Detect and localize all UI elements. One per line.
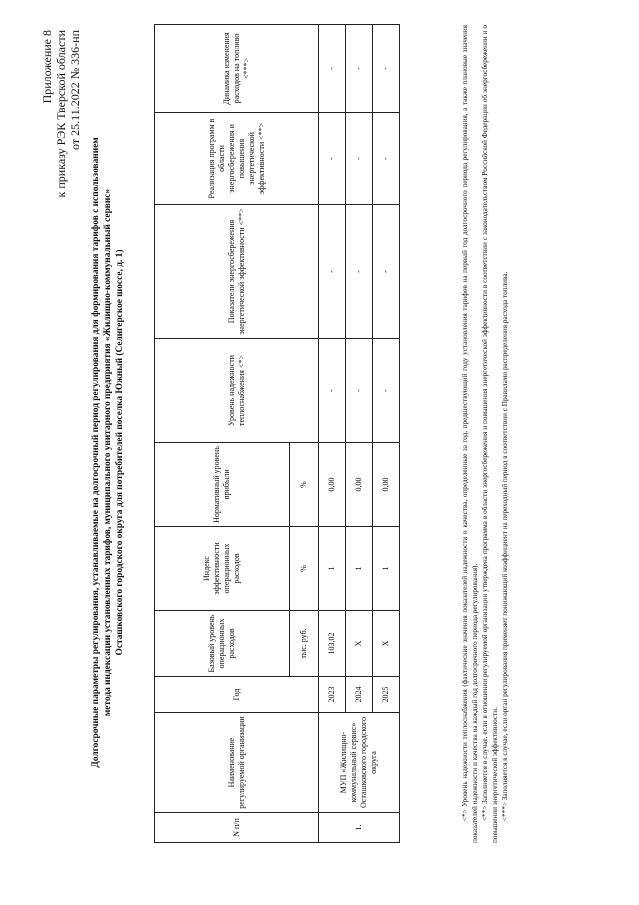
annex-header bbox=[40, 30, 82, 197]
cell-energy: - bbox=[373, 205, 400, 339]
row-number: 1. bbox=[319, 813, 400, 843]
header-org: Наименование регулируемой организации bbox=[155, 713, 319, 813]
table-row bbox=[319, 25, 346, 843]
cell-year: 2025 bbox=[373, 677, 400, 713]
cell-base: Х bbox=[373, 611, 400, 677]
cell-index: 1 bbox=[319, 527, 346, 611]
header-index: Индекс эффективности операционных расходов bbox=[155, 527, 290, 611]
cell-base: 103,02 bbox=[319, 611, 346, 677]
title-line-1: Долгосрочные параметры регулирования, устанавливаемые на долгосрочный период регулирования для формирования тарифов с использованием bbox=[91, 137, 101, 768]
header-num: N п/п bbox=[155, 813, 319, 843]
annex-order: к приказу РЭК Тверской области bbox=[54, 30, 68, 198]
cell-profit: 0,00 bbox=[319, 443, 346, 527]
title-line-3: Осташковского городского округа для потребителей поселка Южный (Селигерское шоссе, д. 1) bbox=[115, 249, 125, 656]
annex-number: Приложение 8 bbox=[40, 30, 54, 104]
header-reliability: Уровень надежности теплоснабжения <*> bbox=[155, 339, 319, 443]
header-profit: Нормативный уровень прибыли bbox=[155, 443, 290, 527]
cell-index: 1 bbox=[373, 527, 400, 611]
footnote-2: <**> Заполняется в случае, если в отношении регулируемой организации утверждена программа в области энергосбережения и повышения энергетической эффективности в соответствии с законодательством Российской Федерации об энергосбережении и о повышении энергетической эффективности. bbox=[481, 25, 499, 843]
header-energy: Показатели энергосбережения энергетической эффективности <**> bbox=[155, 205, 319, 339]
unit-base: тыс. руб. bbox=[290, 611, 319, 677]
header-fuel: Динамика изменения расходов на топливо <***> bbox=[155, 25, 319, 113]
header-base: Базовый уровень операционных расходов bbox=[155, 611, 290, 677]
cell-program: - bbox=[319, 113, 346, 205]
cell-reliability: - bbox=[319, 339, 346, 443]
cell-energy: - bbox=[346, 205, 373, 339]
cell-program: - bbox=[346, 113, 373, 205]
footnote-1: <*> Уровень надежности теплоснабжения (фактические значения показателей надежности и качества, определенные за год, предшествующий году установления тарифов на первый год долгосрочного периода регулирования, а также плановые значения показателей надежности и качества на каждый год долгосрочного периода регулирования). bbox=[461, 25, 479, 843]
cell-reliability: - bbox=[346, 339, 373, 443]
cell-base: Х bbox=[346, 611, 373, 677]
unit-profit: % bbox=[290, 443, 319, 527]
cell-program: - bbox=[373, 113, 400, 205]
cell-fuel: - bbox=[373, 25, 400, 113]
header-year: Год bbox=[155, 677, 319, 713]
parameters-table bbox=[154, 24, 400, 843]
cell-profit: 0,00 bbox=[373, 443, 400, 527]
title-line-2: метода индексации установленных тарифов, муниципального унитарного предприятия «Жилищно-коммунальный сервис» bbox=[103, 188, 113, 717]
cell-fuel: - bbox=[346, 25, 373, 113]
cell-reliability: - bbox=[373, 339, 400, 443]
document-title bbox=[90, 40, 126, 865]
header-program: Реализация программ в области энергосбережения и повышения энергетической эффективности <**> bbox=[155, 113, 319, 205]
unit-index: % bbox=[290, 527, 319, 611]
cell-year: 2023 bbox=[319, 677, 346, 713]
cell-year: 2024 bbox=[346, 677, 373, 713]
cell-profit: 0,00 bbox=[346, 443, 373, 527]
footnotes bbox=[460, 25, 510, 843]
footnote-3: <***> Заполняется в случае, если орган регулирования применяет понижающий коэффициент на переходный период в соответствии с Правилами распределения расхода топлива. bbox=[501, 271, 509, 821]
cell-energy: - bbox=[319, 205, 346, 339]
cell-fuel: - bbox=[319, 25, 346, 113]
annex-date: от 25.11.2022 № 336-нп bbox=[68, 30, 82, 150]
cell-index: 1 bbox=[346, 527, 373, 611]
org-name: МУП «Жилищно-коммунальный сервис» Осташковского городского округа bbox=[319, 713, 400, 813]
